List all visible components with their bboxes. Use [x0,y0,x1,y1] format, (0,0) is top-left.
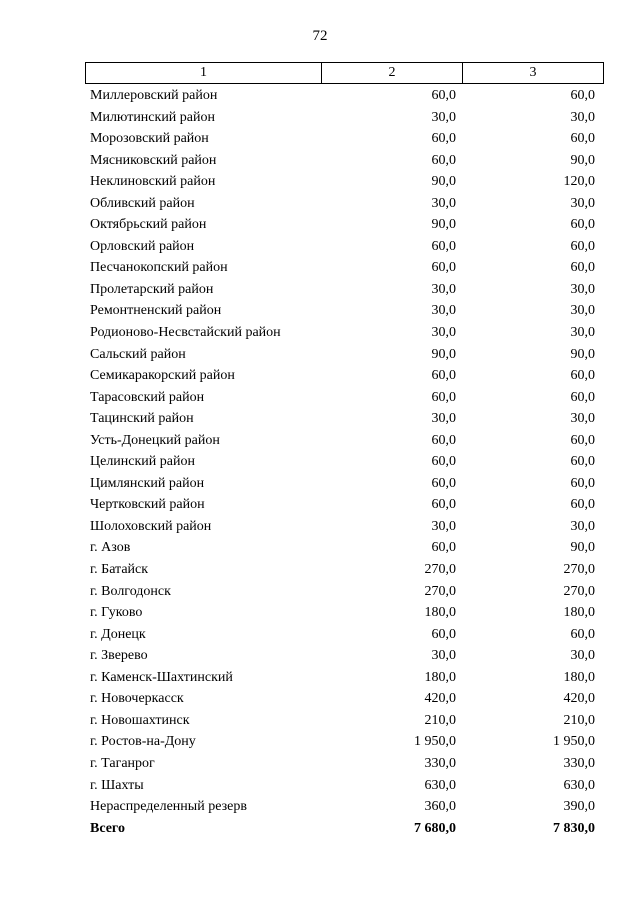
row-value-col2: 60,0 [431,368,456,384]
row-name: Целинский район [90,454,195,470]
table-row [85,85,601,107]
row-value-col3: 390,0 [563,799,595,815]
row-name: Тарасовский район [90,389,205,405]
table-row [85,128,601,150]
row-value-col2: 30,0 [431,411,456,427]
row-value-col3: 30,0 [570,325,595,341]
page-number: 72 [312,28,328,44]
row-name: г. Батайск [90,562,149,578]
row-name: г. Шахты [90,777,144,793]
total-value-col2: 7 680,0 [414,820,456,836]
row-value-col2: 60,0 [431,238,456,254]
row-value-col2: 210,0 [424,712,456,728]
table-row [85,107,601,129]
row-name: Песчанокопский район [90,260,228,276]
row-value-col3: 630,0 [563,777,595,793]
row-name: Неклиновский район [90,174,216,190]
row-value-col2: 420,0 [424,691,456,707]
table-row [85,387,601,409]
table-header [85,62,604,84]
row-value-col3: 60,0 [570,497,595,513]
row-name: Усть-Донецкий район [90,432,220,448]
row-name: г. Азов [90,540,131,556]
row-name: Орловский район [90,238,195,254]
table-row [85,473,601,495]
row-value-col2: 30,0 [431,518,456,534]
row-value-col2: 30,0 [431,109,456,125]
row-value-col3: 180,0 [563,669,595,685]
row-value-col3: 60,0 [570,217,595,233]
row-value-col2: 60,0 [431,152,456,168]
row-value-col3: 60,0 [570,432,595,448]
row-value-col3: 60,0 [570,131,595,147]
row-value-col2: 30,0 [431,281,456,297]
row-name: г. Ростов-на-Дону [90,734,196,750]
table-row [85,494,601,516]
row-value-col3: 90,0 [570,152,595,168]
row-name: Мясниковский район [90,152,217,168]
table-row [85,516,601,538]
table-row [85,236,601,258]
table-row [85,451,601,473]
row-value-col3: 30,0 [570,411,595,427]
row-value-col2: 180,0 [424,605,456,621]
row-value-col2: 60,0 [431,497,456,513]
row-value-col2: 630,0 [424,777,456,793]
row-name: Пролетарский район [90,281,214,297]
row-value-col3: 60,0 [570,626,595,642]
row-name: г. Новошахтинск [90,712,190,728]
table-row [85,559,601,581]
row-name: г. Новочеркасск [90,691,184,707]
table-row [85,279,601,301]
row-value-col3: 180,0 [563,605,595,621]
table-row [85,688,601,710]
row-name: Октябрьский район [90,217,207,233]
row-value-col2: 60,0 [431,626,456,642]
row-value-col3: 60,0 [570,88,595,103]
table-row [85,150,601,172]
table-row [85,731,601,753]
table-row [85,430,601,452]
row-name: г. Гуково [90,605,143,621]
table-row [85,710,601,732]
row-value-col2: 60,0 [431,88,456,103]
row-value-col2: 270,0 [424,583,456,599]
table-row [85,581,601,603]
row-name: Обливский район [90,195,195,211]
column-header-1: 1 [86,63,322,84]
row-value-col3: 60,0 [570,389,595,405]
row-value-col2: 180,0 [424,669,456,685]
row-name: Семикаракорский район [90,368,235,384]
table-row [85,775,601,797]
row-value-col3: 60,0 [570,260,595,276]
table-row [85,602,601,624]
row-name: г. Донецк [90,626,146,642]
row-name: Миллеровский район [90,88,218,103]
table-row [85,408,601,430]
row-value-col2: 270,0 [424,562,456,578]
row-value-col3: 330,0 [563,755,595,771]
row-value-col3: 270,0 [563,583,595,599]
row-value-col3: 420,0 [563,691,595,707]
table-row [85,214,601,236]
table-row [85,537,601,559]
row-value-col2: 30,0 [431,648,456,664]
row-value-col2: 90,0 [431,346,456,362]
row-name: Ремонтненский район [90,303,222,319]
table-row [85,624,601,646]
table-header-row [86,63,604,84]
row-value-col2: 60,0 [431,131,456,147]
table-row [85,322,601,344]
row-value-col2: 60,0 [431,475,456,491]
row-value-col3: 60,0 [570,454,595,470]
table-row [85,300,601,322]
row-name: Родионово-Несвстайский район [90,325,281,341]
row-value-col2: 330,0 [424,755,456,771]
row-name: Милютинский район [90,109,216,125]
row-value-col2: 360,0 [424,799,456,815]
table-row [85,171,601,193]
row-value-col2: 30,0 [431,195,456,211]
row-value-col3: 60,0 [570,368,595,384]
row-name: Шолоховский район [90,518,212,534]
row-name: г. Волгодонск [90,583,171,599]
row-value-col3: 1 950,0 [553,734,595,750]
total-label: Всего [90,820,125,836]
row-name: Морозовский район [90,131,209,147]
row-value-col3: 270,0 [563,562,595,578]
row-value-col3: 30,0 [570,195,595,211]
table-body [85,85,601,839]
row-name: Тацинский район [90,411,194,427]
row-value-col2: 60,0 [431,454,456,470]
row-name: г. Зверево [90,648,148,664]
column-header-3: 3 [463,63,604,84]
row-name: г. Таганрог [90,755,155,771]
table-row [85,667,601,689]
row-name: г. Каменск-Шахтинский [90,669,233,685]
total-row [85,818,601,840]
row-value-col3: 30,0 [570,648,595,664]
table-row [85,193,601,215]
row-value-col2: 60,0 [431,432,456,448]
row-value-col2: 90,0 [431,174,456,190]
row-value-col2: 90,0 [431,217,456,233]
table-row [85,365,601,387]
table-row [85,645,601,667]
row-value-col2: 60,0 [431,389,456,405]
table-row [85,257,601,279]
row-value-col3: 120,0 [563,174,595,190]
row-value-col2: 60,0 [431,540,456,556]
total-value-col3: 7 830,0 [553,820,595,836]
table-row [85,796,601,818]
row-name: Чертковский район [90,497,205,513]
row-value-col2: 30,0 [431,303,456,319]
row-value-col2: 30,0 [431,325,456,341]
row-value-col2: 60,0 [431,260,456,276]
row-value-col3: 30,0 [570,518,595,534]
row-value-col3: 30,0 [570,109,595,125]
row-value-col3: 60,0 [570,238,595,254]
column-header-2: 2 [322,63,463,84]
row-value-col3: 90,0 [570,540,595,556]
row-value-col3: 30,0 [570,303,595,319]
row-value-col3: 90,0 [570,346,595,362]
row-name: Нераспределенный резерв [90,799,247,815]
row-value-col3: 30,0 [570,281,595,297]
row-value-col3: 210,0 [563,712,595,728]
row-value-col2: 1 950,0 [414,734,456,750]
table-row [85,753,601,775]
row-value-col3: 60,0 [570,475,595,491]
table-row [85,344,601,366]
row-name: Сальский район [90,346,186,362]
row-name: Цимлянский район [90,475,205,491]
